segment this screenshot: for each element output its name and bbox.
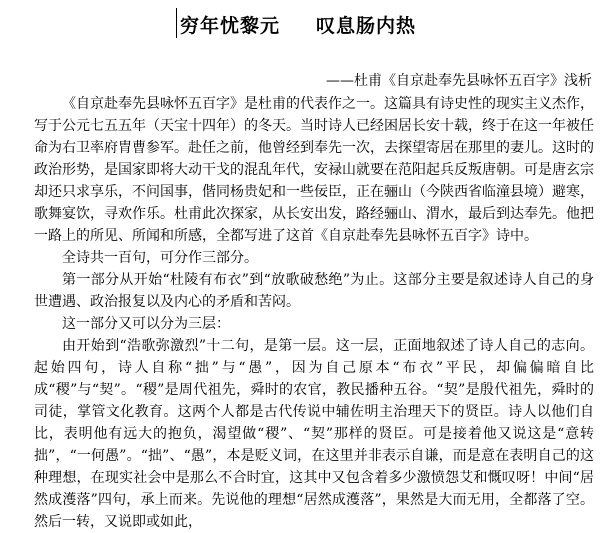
title-part-1: 穷年忧黎元 [180, 15, 281, 37]
document-body [34, 93, 594, 533]
text-cursor [176, 8, 177, 38]
title-part-2: 叹息肠内热 [316, 15, 417, 37]
paragraph-1: 《自京赴奉先县咏怀五百字》是杜甫的代表作之一。这篇具有诗史性的现实主义杰作，写于公元七五五年（天宝十四年）的冬天。当时诗人已经困居长安十载，终于在这一年被任命为右卫率府胄曹参军。赴任之前，他曾经到奉先一次，去探望寄居在那里的妻儿。这时的政治形势，是国家即将大动干戈的混乱年代，安禄山就要在范阳起兵反叛唐朝。可是唐玄宗却还只求享乐，不问国事，偕同杨贵妃和一些佞臣，正在骊山（今陕西省临潼县境）避寒，歌舞宴饮，寻欢作乐。杜甫此次探家，从长安出发，路经骊山、渭水，最后到达奉先。他把一路上的所见、所闻和所感，全都写进了这首《自京赴奉先县咏怀五百字》诗中。 [34, 96, 594, 244]
paragraph-4: 这一部分又可以分为三层： [62, 316, 230, 332]
author-line: ——杜甫《自京赴奉先县咏怀五百字》浅析 [326, 73, 592, 89]
paragraph-2: 全诗共一百句，可分作三部分。 [62, 250, 258, 266]
paragraph-3: 第一部分从开始“杜陵有布衣”到“放歌破愁绝”为止。这部分主要是叙述诗人自己的身世遭遇、政治报复以及内心的矛盾和苦闷。 [34, 272, 594, 310]
document-title [180, 11, 416, 38]
paragraph-5: 由开始到“浩歌弥激烈”十二句，是第一层。这一层，正面地叙述了诗人自己的志向。起始四句，诗人自称“拙”与“愚”，因为自己原本“布衣”平民，却偏偏暗自比成“稷”与“契”。“稷”是周代祖先，舜时的农官，教民播种五谷。“契”是殷代祖先，舜时的司徒，掌管文化教育。这两个人都是古代传说中辅佐明主治理天下的贤臣。诗人以他们自比，表明他有远大的抱负，渴望做“稷”、“契”那样的贤臣。可是接着他又说这是“意转拙”，“一何愚”。“拙”、“愚”，本是贬义词，在这里并非表示自谦，而是意在表明自己的这种理想，在现实社会中是那么不合时宜，这其中又包含着多少激愤怨艾和慨叹呀！中间“居然成濩落”四句，承上而来。先说他的理想“居然成濩落”，果然是大而无用，全都落了空。然后一转，又说即或如此， [34, 338, 594, 530]
